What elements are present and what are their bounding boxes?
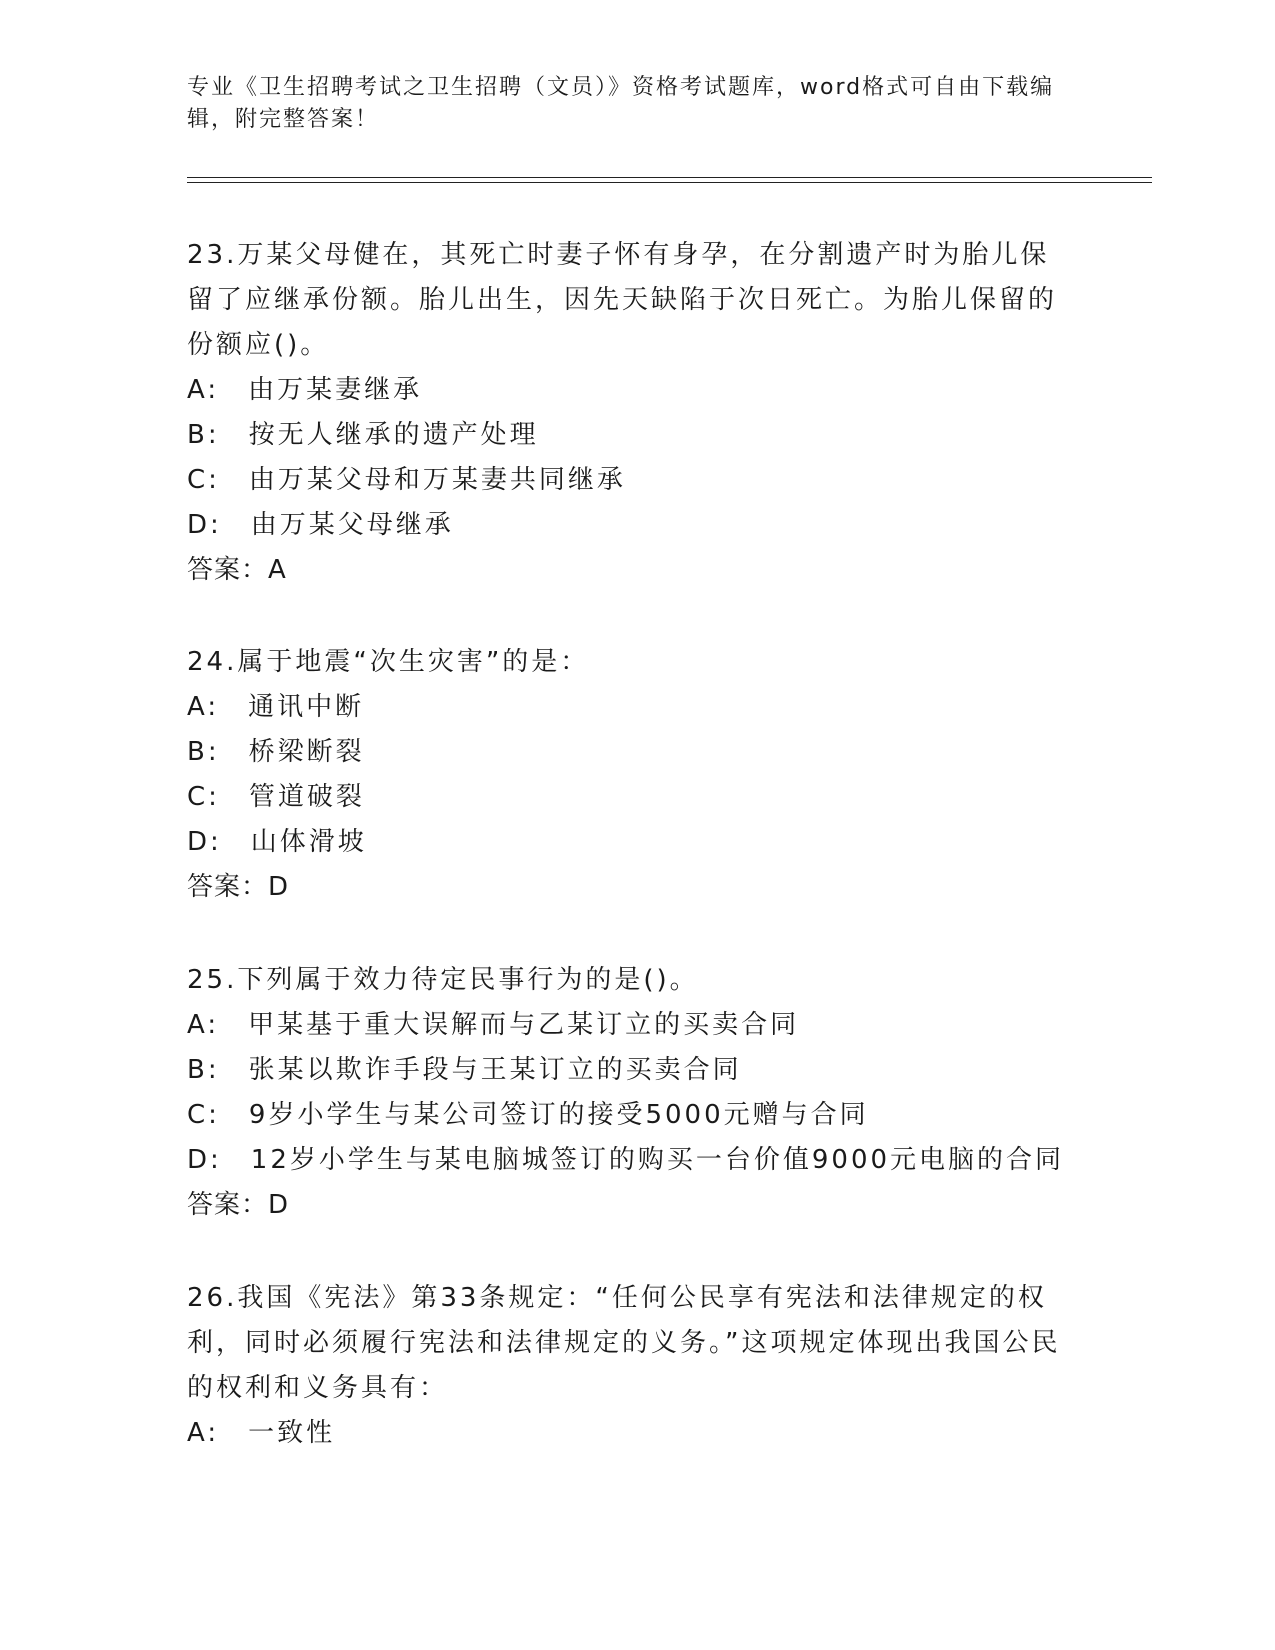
option-d: D: 山体滑坡 <box>187 827 367 857</box>
option-a: A: 由万某妻继承 <box>187 375 423 405</box>
option-b: B: 桥梁断裂 <box>187 737 365 767</box>
header-divider-bottom <box>187 182 1152 183</box>
option-a: A: 一致性 <box>187 1418 336 1448</box>
question-25 <box>187 958 1067 1228</box>
header-divider-top <box>187 177 1152 178</box>
header-description: 专业《卫生招聘考试之卫生招聘（文员）》资格考试题库，word格式可自由下载编辑，附完整答案！ <box>187 75 1055 132</box>
option-b: B: 张某以欺诈手段与王某订立的买卖合同 <box>187 1055 742 1085</box>
question-stem: 25.下列属于效力待定民事行为的是()。 <box>187 965 699 995</box>
answer-label: 答案：A <box>187 555 287 585</box>
answer-label: 答案：D <box>187 872 290 902</box>
question-23 <box>187 233 1067 593</box>
option-c: C: 管道破裂 <box>187 782 365 812</box>
answer-label: 答案：D <box>187 1190 290 1220</box>
question-24 <box>187 640 1067 910</box>
option-b: B: 按无人继承的遗产处理 <box>187 420 539 450</box>
question-stem: 26.我国《宪法》第33条规定：“任何公民享有宪法和法律规定的权利，同时必须履行宪法和法律规定的义务。”这项规定体现出我国公民的权利和义务具有： <box>187 1283 1061 1403</box>
option-d: D: 由万某父母继承 <box>187 510 454 540</box>
option-a: A: 通讯中断 <box>187 692 365 722</box>
option-d: D: 12岁小学生与某电脑城签订的购买一台价值9000元电脑的合同 <box>187 1145 1065 1175</box>
question-stem: 24.属于地震“次生灾害”的是： <box>187 647 590 677</box>
question-stem: 23.万某父母健在，其死亡时妻子怀有身孕，在分割遗产时为胎儿保留了应继承份额。胎儿出生，因先天缺陷于次日死亡。为胎儿保留的份额应()。 <box>187 240 1058 360</box>
option-a: A: 甲某基于重大误解而与乙某订立的买卖合同 <box>187 1010 800 1040</box>
option-c: C: 由万某父母和万某妻共同继承 <box>187 465 626 495</box>
option-c: C: 9岁小学生与某公司签订的接受5000元赠与合同 <box>187 1100 869 1130</box>
question-26 <box>187 1276 1067 1456</box>
